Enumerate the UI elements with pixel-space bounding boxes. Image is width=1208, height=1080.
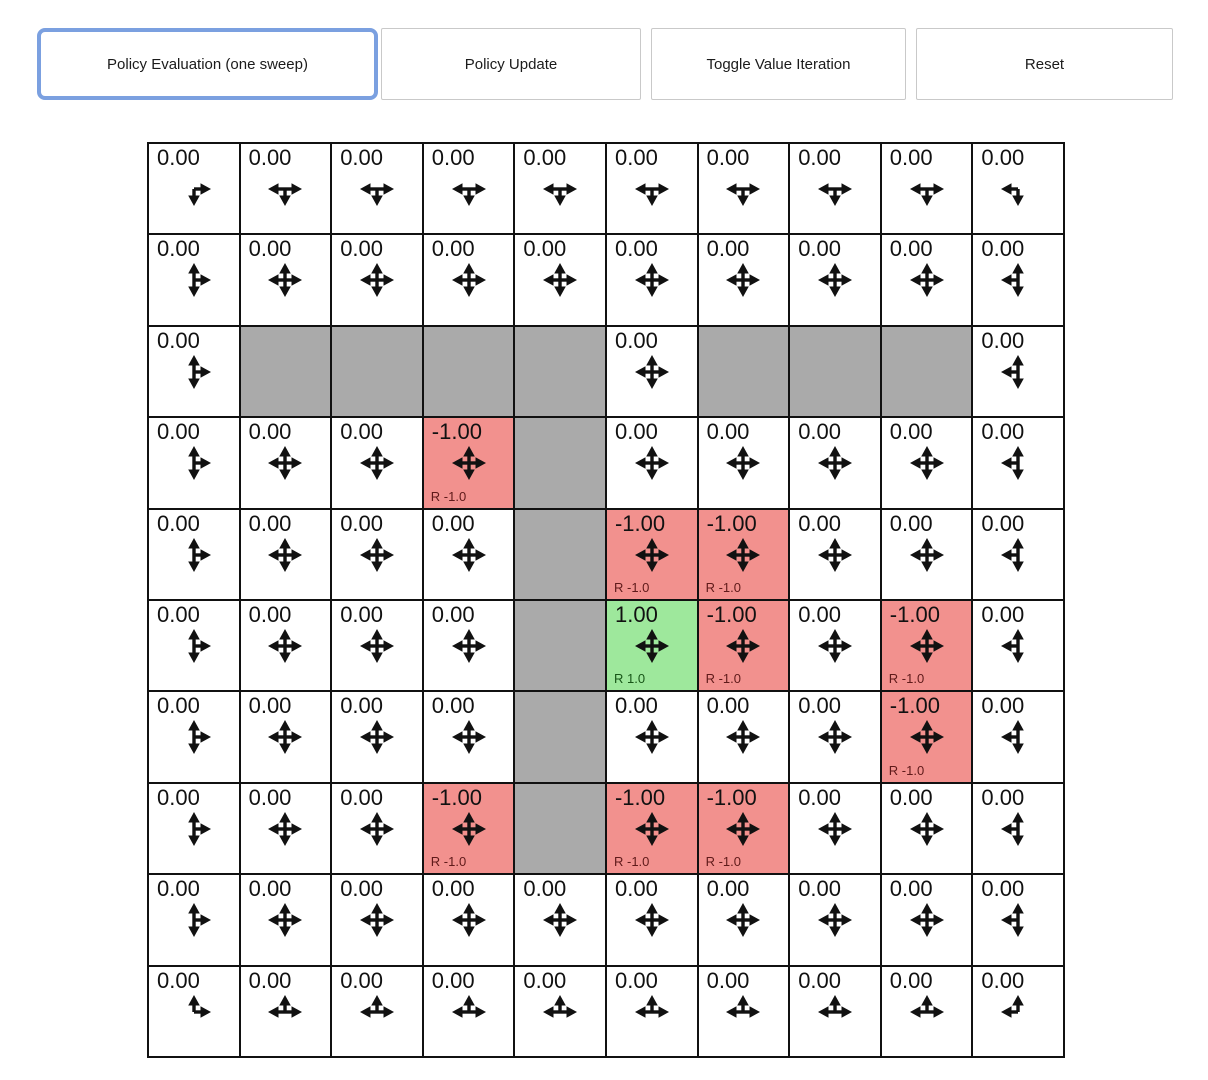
grid-cell-r9-c4 (515, 967, 605, 1056)
policy-arrow-icon (813, 898, 857, 942)
cell-value: 0.00 (248, 967, 292, 993)
policy-arrow-icon (355, 898, 399, 942)
policy-arrow-icon (538, 990, 582, 1034)
grid-cell-r4-c9 (973, 510, 1063, 599)
policy-arrow-icon (721, 441, 765, 485)
grid-cell-r3-c7 (790, 418, 880, 507)
policy-arrow-icon (813, 715, 857, 759)
grid-cell-r3-c8 (882, 418, 972, 507)
gridworld-board (147, 142, 1065, 1058)
policy-arrow-icon (813, 990, 857, 1034)
cell-reward-label: R -1.0 (888, 671, 925, 687)
cell-value: 0.00 (889, 876, 933, 902)
cell-value: 0.00 (889, 419, 933, 445)
grid-cell-r6-c1 (241, 692, 331, 781)
grid-cell-r3-c9 (973, 418, 1063, 507)
grid-cell-r8-c4 (515, 875, 605, 964)
policy-arrow-icon (263, 441, 307, 485)
cell-reward-label: R -1.0 (430, 488, 467, 504)
policy-arrow-icon (355, 807, 399, 851)
grid-cell-r0-c5 (607, 144, 697, 233)
grid-cell-r6-c0 (149, 692, 239, 781)
grid-cell-r4-c8 (882, 510, 972, 599)
grid-cell-r4-c6 (699, 510, 789, 599)
cell-value: 0.00 (706, 236, 750, 262)
policy-arrow-icon (905, 898, 949, 942)
grid-cell-r9-c9 (973, 967, 1063, 1056)
policy-arrow-icon (630, 807, 674, 851)
cell-value: 0.00 (614, 693, 658, 719)
policy-arrow-icon (905, 258, 949, 302)
grid-wall-cell-r2-c6 (699, 327, 789, 416)
cell-value: 0.00 (523, 876, 567, 902)
cell-reward-label: R 1.0 (613, 671, 646, 687)
cell-value: 0.00 (614, 327, 658, 353)
grid-cell-r0-c7 (790, 144, 880, 233)
policy-arrow-icon (172, 624, 216, 668)
cell-value: 0.00 (889, 236, 933, 262)
grid-cell-r7-c6 (699, 784, 789, 873)
cell-value: 0.00 (614, 145, 658, 170)
grid-wall-cell-r3-c4 (515, 418, 605, 507)
policy-arrow-icon (172, 807, 216, 851)
cell-value: 0.00 (523, 236, 567, 262)
cell-value: 0.00 (157, 693, 200, 719)
policy-arrow-icon (905, 167, 949, 211)
policy-arrow-icon (447, 898, 491, 942)
cell-value: 0.00 (248, 602, 292, 627)
grid-cell-r7-c2 (332, 784, 422, 873)
grid-wall-cell-r7-c4 (515, 784, 605, 873)
policy-arrow-icon (996, 624, 1040, 668)
cell-value: 0.00 (157, 876, 200, 902)
grid-cell-r3-c6 (699, 418, 789, 507)
policy-arrow-icon (996, 258, 1040, 302)
cell-value: 0.00 (798, 419, 842, 445)
grid-wall-cell-r2-c4 (515, 327, 605, 416)
cell-value: 0.00 (981, 145, 1025, 170)
cell-value: 0.00 (248, 419, 292, 445)
cell-value: 0.00 (523, 967, 567, 993)
policy-arrow-icon (630, 533, 674, 577)
grid-cell-r8-c8 (882, 875, 972, 964)
policy-arrow-icon (172, 715, 216, 759)
grid-cell-r8-c7 (790, 875, 880, 964)
cell-value: 0.00 (981, 693, 1025, 719)
cell-value: -1.00 (889, 693, 940, 719)
cell-value: 0.00 (614, 419, 658, 445)
cell-value: 0.00 (431, 967, 475, 993)
grid-cell-r1-c9 (973, 235, 1063, 324)
cell-value: 0.00 (981, 967, 1025, 993)
grid-cell-r9-c7 (790, 967, 880, 1056)
grid-cell-r0-c2 (332, 144, 422, 233)
grid-cell-r9-c1 (241, 967, 331, 1056)
grid-cell-r4-c2 (332, 510, 422, 599)
cell-value: 0.00 (157, 602, 200, 627)
grid-cell-r1-c1 (241, 235, 331, 324)
policy-arrow-icon (172, 898, 216, 942)
cell-value: 0.00 (340, 145, 384, 170)
cell-value: 0.00 (889, 967, 933, 993)
grid-cell-r1-c5 (607, 235, 697, 324)
cell-value: 0.00 (340, 510, 384, 536)
policy-arrow-icon (630, 258, 674, 302)
cell-value: 0.00 (889, 510, 933, 536)
policy-arrow-icon (721, 624, 765, 668)
policy-arrow-icon (172, 990, 216, 1034)
grid-cell-r3-c5 (607, 418, 697, 507)
policy-arrow-icon (996, 990, 1040, 1034)
policy-arrow-icon (447, 715, 491, 759)
grid-cell-r7-c7 (790, 784, 880, 873)
grid-cell-r3-c1 (241, 418, 331, 507)
cell-value: -1.00 (431, 784, 482, 810)
cell-value: 0.00 (798, 784, 842, 810)
policy-arrow-icon (172, 167, 216, 211)
policy-arrow-icon (996, 167, 1040, 211)
grid-wall-cell-r2-c1 (241, 327, 331, 416)
grid-cell-r0-c4 (515, 144, 605, 233)
policy-arrow-icon (630, 350, 674, 394)
grid-wall-cell-r5-c4 (515, 601, 605, 690)
policy-arrow-icon (447, 533, 491, 577)
policy-update-button[interactable]: Policy Update (381, 28, 641, 100)
grid-cell-r5-c2 (332, 601, 422, 690)
policy-arrow-icon (630, 624, 674, 668)
grid-cell-r3-c0 (149, 418, 239, 507)
grid-wall-cell-r2-c7 (790, 327, 880, 416)
cell-value: 0.00 (248, 693, 292, 719)
policy-arrow-icon (721, 898, 765, 942)
grid-cell-r7-c5 (607, 784, 697, 873)
policy-arrow-icon (447, 167, 491, 211)
grid-cell-r0-c1 (241, 144, 331, 233)
policy-arrow-icon (355, 441, 399, 485)
policy-arrow-icon (905, 533, 949, 577)
policy-arrow-icon (813, 624, 857, 668)
cell-value: 0.00 (981, 236, 1025, 262)
grid-cell-r7-c8 (882, 784, 972, 873)
grid-wall-cell-r2-c8 (882, 327, 972, 416)
policy-arrow-icon (538, 898, 582, 942)
cell-value: 0.00 (614, 236, 658, 262)
cell-value: 0.00 (798, 510, 842, 536)
cell-value: 0.00 (706, 419, 750, 445)
policy-arrow-icon (447, 990, 491, 1034)
cell-reward-label: R -1.0 (430, 854, 467, 870)
grid-cell-r5-c5 (607, 601, 697, 690)
cell-value: 0.00 (431, 236, 475, 262)
policy-arrow-icon (172, 258, 216, 302)
grid-cell-r3-c2 (332, 418, 422, 507)
grid-cell-r8-c9 (973, 875, 1063, 964)
cell-value: 0.00 (248, 876, 292, 902)
cell-value: -1.00 (706, 602, 757, 627)
cell-value: 0.00 (798, 145, 842, 170)
cell-value: 0.00 (157, 967, 200, 993)
cell-value: 0.00 (798, 236, 842, 262)
cell-reward-label: R -1.0 (888, 762, 925, 778)
policy-arrow-icon (263, 807, 307, 851)
cell-value: 0.00 (889, 145, 933, 170)
toolbar (37, 28, 1173, 100)
policy-arrow-icon (721, 167, 765, 211)
reset-button[interactable]: Reset (916, 28, 1173, 100)
cell-value: 0.00 (981, 602, 1025, 627)
cell-reward-label: R -1.0 (705, 580, 741, 595)
policy-arrow-icon (721, 990, 765, 1034)
grid-cell-r5-c7 (790, 601, 880, 690)
cell-value: 0.00 (798, 602, 842, 627)
grid-cell-r9-c6 (699, 967, 789, 1056)
cell-value: 0.00 (340, 967, 384, 993)
policy-arrow-icon (630, 715, 674, 759)
policy-arrow-icon (538, 258, 582, 302)
grid-cell-r6-c9 (973, 692, 1063, 781)
policy-arrow-icon (630, 898, 674, 942)
cell-value: 0.00 (614, 967, 658, 993)
grid-cell-r6-c7 (790, 692, 880, 781)
policy-arrow-icon (263, 167, 307, 211)
policy-arrow-icon (996, 898, 1040, 942)
grid-cell-r1-c4 (515, 235, 605, 324)
grid-cell-r8-c2 (332, 875, 422, 964)
grid-cell-r8-c0 (149, 875, 239, 964)
grid-cell-r8-c6 (699, 875, 789, 964)
cell-value: 0.00 (706, 145, 750, 170)
grid-cell-r4-c7 (790, 510, 880, 599)
cell-reward-label: R -1.0 (705, 854, 741, 870)
policy-arrow-icon (447, 624, 491, 668)
cell-value: 0.00 (431, 145, 475, 170)
grid-cell-r7-c1 (241, 784, 331, 873)
cell-value: 0.00 (248, 236, 292, 262)
cell-value: -1.00 (614, 510, 666, 536)
grid-wall-cell-r6-c4 (515, 692, 605, 781)
grid-cell-r1-c3 (424, 235, 514, 324)
cell-value: 0.00 (248, 145, 292, 170)
cell-value: 0.00 (981, 784, 1025, 810)
cell-value: 0.00 (248, 784, 292, 810)
policy-arrow-icon (996, 441, 1040, 485)
policy-arrow-icon (996, 350, 1040, 394)
policy-arrow-icon (813, 533, 857, 577)
grid-cell-r1-c2 (332, 235, 422, 324)
policy-arrow-icon (447, 441, 491, 485)
cell-value: 0.00 (340, 693, 384, 719)
grid-wall-cell-r4-c4 (515, 510, 605, 599)
policy-arrow-icon (813, 167, 857, 211)
grid-cell-r7-c9 (973, 784, 1063, 873)
policy-arrow-icon (355, 533, 399, 577)
policy-arrow-icon (447, 258, 491, 302)
cell-value: -1.00 (431, 419, 482, 445)
grid-cell-r9-c5 (607, 967, 697, 1056)
policy-arrow-icon (813, 807, 857, 851)
policy-arrow-icon (630, 990, 674, 1034)
cell-value: 0.00 (431, 510, 475, 536)
grid-cell-r1-c0 (149, 235, 239, 324)
policy-arrow-icon (355, 258, 399, 302)
grid-cell-r5-c9 (973, 601, 1063, 690)
policy-arrow-icon (996, 715, 1040, 759)
cell-value: 0.00 (614, 876, 658, 902)
cell-value: 0.00 (157, 236, 200, 262)
grid-cell-r9-c0 (149, 967, 239, 1056)
cell-reward-label: R -1.0 (613, 854, 650, 870)
grid-cell-r4-c3 (424, 510, 514, 599)
grid-wall-cell-r2-c3 (424, 327, 514, 416)
cell-value: 1.00 (614, 602, 658, 627)
cell-value: 0.00 (706, 967, 750, 993)
policy-arrow-icon (263, 533, 307, 577)
cell-value: 0.00 (706, 693, 750, 719)
cell-value: 0.00 (706, 876, 750, 902)
grid-cell-r7-c3 (424, 784, 514, 873)
cell-value: -1.00 (614, 784, 666, 810)
cell-value: 0.00 (248, 510, 292, 536)
policy-arrow-icon (721, 807, 765, 851)
grid-wall-cell-r2-c2 (332, 327, 422, 416)
cell-reward-label: R -1.0 (613, 580, 650, 595)
grid-cell-r0-c9 (973, 144, 1063, 233)
cell-value: 0.00 (340, 602, 384, 627)
policy-arrow-icon (721, 715, 765, 759)
policy-arrow-icon (905, 715, 949, 759)
grid-cell-r5-c0 (149, 601, 239, 690)
cell-reward-label: R -1.0 (705, 671, 741, 687)
policy-arrow-icon (355, 990, 399, 1034)
grid-cell-r9-c3 (424, 967, 514, 1056)
policy-arrow-icon (630, 441, 674, 485)
grid-cell-r0-c8 (882, 144, 972, 233)
policy-arrow-icon (263, 898, 307, 942)
policy-arrow-icon (538, 167, 582, 211)
policy-arrow-icon (996, 533, 1040, 577)
cell-value: 0.00 (157, 327, 200, 353)
grid-cell-r1-c6 (699, 235, 789, 324)
grid-cell-r8-c5 (607, 875, 697, 964)
cell-value: 0.00 (431, 693, 475, 719)
policy-arrow-icon (172, 533, 216, 577)
cell-value: 0.00 (157, 510, 200, 536)
policy-arrow-icon (905, 441, 949, 485)
grid-cell-r4-c0 (149, 510, 239, 599)
cell-value: 0.00 (798, 967, 842, 993)
policy-arrow-icon (263, 715, 307, 759)
policy-arrow-icon (905, 624, 949, 668)
cell-value: 0.00 (798, 693, 842, 719)
cell-value: 0.00 (981, 510, 1025, 536)
grid-cell-r5-c6 (699, 601, 789, 690)
cell-value: 0.00 (340, 876, 384, 902)
policy-evaluation-button[interactable]: Policy Evaluation (one sweep) (37, 28, 378, 100)
grid-cell-r9-c8 (882, 967, 972, 1056)
grid-cell-r5-c1 (241, 601, 331, 690)
grid-cell-r8-c1 (241, 875, 331, 964)
grid-cell-r5-c3 (424, 601, 514, 690)
toggle-value-iteration-button[interactable]: Toggle Value Iteration (651, 28, 906, 100)
cell-value: -1.00 (889, 602, 940, 627)
policy-arrow-icon (172, 441, 216, 485)
policy-arrow-icon (355, 715, 399, 759)
policy-arrow-icon (630, 167, 674, 211)
policy-arrow-icon (355, 624, 399, 668)
policy-arrow-icon (263, 258, 307, 302)
policy-arrow-icon (813, 258, 857, 302)
grid-cell-r1-c7 (790, 235, 880, 324)
cell-value: -1.00 (706, 510, 757, 536)
policy-arrow-icon (447, 807, 491, 851)
cell-value: 0.00 (157, 784, 200, 810)
cell-value: 0.00 (157, 145, 200, 170)
grid-cell-r5-c8 (882, 601, 972, 690)
policy-arrow-icon (263, 624, 307, 668)
grid-cell-r0-c3 (424, 144, 514, 233)
policy-arrow-icon (905, 990, 949, 1034)
policy-arrow-icon (263, 990, 307, 1034)
grid-cell-r2-c5 (607, 327, 697, 416)
grid-cell-r2-c9 (973, 327, 1063, 416)
cell-value: -1.00 (706, 784, 757, 810)
policy-arrow-icon (813, 441, 857, 485)
policy-arrow-icon (721, 258, 765, 302)
grid-cell-r6-c5 (607, 692, 697, 781)
grid-cell-r9-c2 (332, 967, 422, 1056)
cell-value: 0.00 (981, 876, 1025, 902)
cell-value: 0.00 (340, 236, 384, 262)
grid-cell-r8-c3 (424, 875, 514, 964)
cell-value: 0.00 (431, 602, 475, 627)
grid-cell-r7-c0 (149, 784, 239, 873)
policy-arrow-icon (905, 807, 949, 851)
cell-value: 0.00 (431, 876, 475, 902)
policy-arrow-icon (721, 533, 765, 577)
cell-value: 0.00 (798, 876, 842, 902)
grid-cell-r2-c0 (149, 327, 239, 416)
grid-cell-r0-c6 (699, 144, 789, 233)
cell-value: 0.00 (340, 419, 384, 445)
cell-value: 0.00 (340, 784, 384, 810)
grid-cell-r6-c3 (424, 692, 514, 781)
policy-arrow-icon (355, 167, 399, 211)
grid-cell-r6-c8 (882, 692, 972, 781)
policy-arrow-icon (172, 350, 216, 394)
grid-cell-r0-c0 (149, 144, 239, 233)
grid-cell-r3-c3 (424, 418, 514, 507)
cell-value: 0.00 (157, 419, 200, 445)
grid-cell-r4-c5 (607, 510, 697, 599)
grid-cell-r6-c6 (699, 692, 789, 781)
cell-value: 0.00 (523, 145, 567, 170)
grid-cell-r1-c8 (882, 235, 972, 324)
grid-cell-r4-c1 (241, 510, 331, 599)
grid-cell-r6-c2 (332, 692, 422, 781)
cell-value: 0.00 (889, 784, 933, 810)
cell-value: 0.00 (981, 419, 1025, 445)
policy-arrow-icon (996, 807, 1040, 851)
cell-value: 0.00 (981, 327, 1025, 353)
